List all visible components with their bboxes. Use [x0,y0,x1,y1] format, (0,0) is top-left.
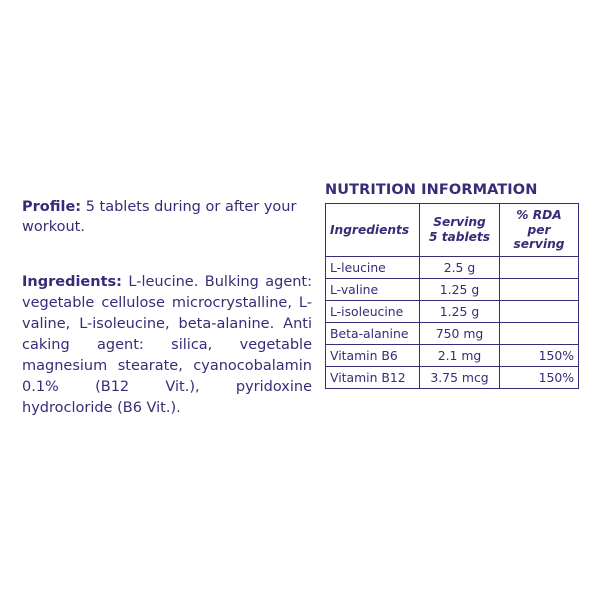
table-header-row [326,204,579,257]
row-rda: 150% [500,366,579,388]
row-name: L-leucine [326,256,420,278]
table-row [326,344,579,366]
ingredients-label: Ingredients: [22,273,122,290]
row-amount: 750 mg [420,322,500,344]
left-text-column [22,182,312,433]
header-serving-line2: 5 tablets [428,229,491,244]
header-serving-line1: Serving [433,215,486,230]
row-name: L-isoleucine [326,300,420,322]
row-amount: 2.5 g [420,256,500,278]
row-amount: 3.75 mcg [420,366,500,388]
ingredients-paragraph [22,272,312,419]
row-rda [500,256,579,278]
row-name: L-valine [326,278,420,300]
header-ingredients: Ingredients [326,204,420,257]
row-rda [500,278,579,300]
header-rda-line1: % RDA [516,208,562,222]
header-serving [420,204,500,257]
table-row [326,256,579,278]
profile-label: Profile: [22,198,82,215]
nutrition-information-title: NUTRITION INFORMATION [325,182,538,198]
nutrition-table [325,203,579,389]
table-row [326,322,579,344]
ingredients-text: L-leucine. Bulking agent: vegetable cellulose microcrystalline, L-valine, L-isoleucine, beta-alanine. Anti caking agent: silica, vegetable magnesium stearate, cyanocobalamin 0.1% (B12 Vit.), pyridoxine hydrocloride (B6 Vit.). [22,273,312,416]
row-amount: 1.25 g [420,300,500,322]
row-rda [500,322,579,344]
profile-paragraph [22,197,312,238]
table-row [326,300,579,322]
row-name: Vitamin B12 [326,366,420,388]
table-row [326,366,579,388]
header-rda-line2: per serving [513,222,565,252]
row-amount: 2.1 mg [420,344,500,366]
header-rda [500,204,579,257]
profile-text: 5 tablets during or after your workout. [22,198,297,236]
nutrition-column [325,182,578,389]
row-name: Beta-alanine [326,322,420,344]
row-rda: 150% [500,344,579,366]
row-rda [500,300,579,322]
row-name: Vitamin B6 [326,344,420,366]
table-row [326,278,579,300]
row-amount: 1.25 g [420,278,500,300]
